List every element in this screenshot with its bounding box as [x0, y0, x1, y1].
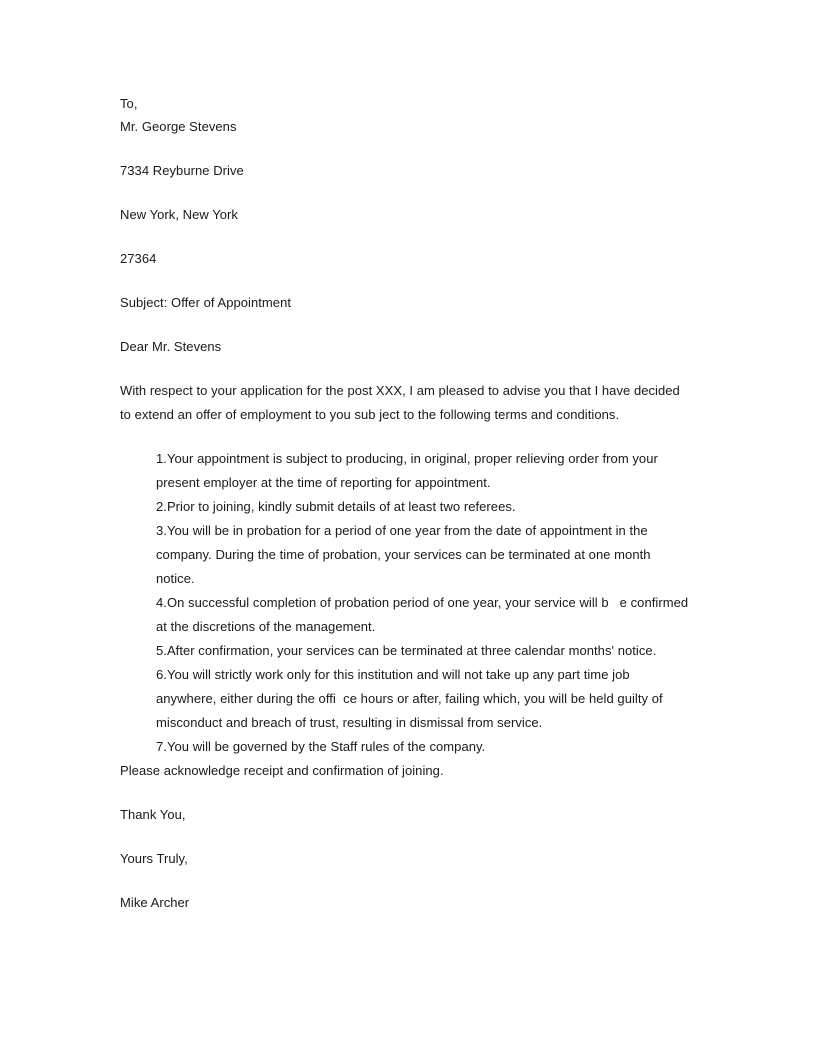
- recipient-zip: 27364: [120, 251, 157, 266]
- term-4-line: at the discretions of the management.: [156, 619, 376, 634]
- term-3-line: notice.: [156, 571, 195, 586]
- acknowledge-line: Please acknowledge receipt and confirmation of joining.: [120, 763, 444, 778]
- address-to: To,: [120, 96, 138, 111]
- term-5-line: 5.After confirmation, your services can be terminated at three calendar months' notice.: [156, 643, 657, 658]
- term-1-line: present employer at the time of reporting for appointment.: [156, 475, 491, 490]
- closing-yours: Yours Truly,: [120, 851, 188, 866]
- signature-name: Mike Archer: [120, 895, 190, 910]
- subject-line: Subject: Offer of Appointment: [120, 295, 292, 310]
- closing-thanks: Thank You,: [120, 807, 186, 822]
- term-7-line: 7.You will be governed by the Staff rules of the company.: [156, 739, 486, 754]
- term-3-line: company. During the time of probation, your services can be terminated at one month: [156, 547, 651, 562]
- intro-line: to extend an offer of employment to you sub ject to the following terms and conditions.: [120, 407, 620, 422]
- term-6-line: 6.You will strictly work only for this institution and will not take up any part time job: [156, 667, 630, 682]
- recipient-street: 7334 Reyburne Drive: [120, 163, 244, 178]
- intro-line: With respect to your application for the post XXX, I am pleased to advise you that I have decided: [120, 383, 680, 398]
- term-2-line: 2.Prior to joining, kindly submit details of at least two referees.: [156, 499, 516, 514]
- recipient-city: New York, New York: [120, 207, 238, 222]
- salutation: Dear Mr. Stevens: [120, 339, 222, 354]
- term-4-line: 4.On successful completion of probation period of one year, your service will b e confirmed: [156, 595, 689, 610]
- term-1-line: 1.Your appointment is subject to producing, in original, proper relieving order from your: [156, 451, 658, 466]
- term-6-line: misconduct and breach of trust, resulting in dismissal from service.: [156, 715, 543, 730]
- term-6-line: anywhere, either during the offi ce hours or after, failing which, you will be held guilty of: [156, 691, 663, 706]
- recipient-name: Mr. George Stevens: [120, 119, 237, 134]
- term-3-line: 3.You will be in probation for a period of one year from the date of appointment in the: [156, 523, 648, 538]
